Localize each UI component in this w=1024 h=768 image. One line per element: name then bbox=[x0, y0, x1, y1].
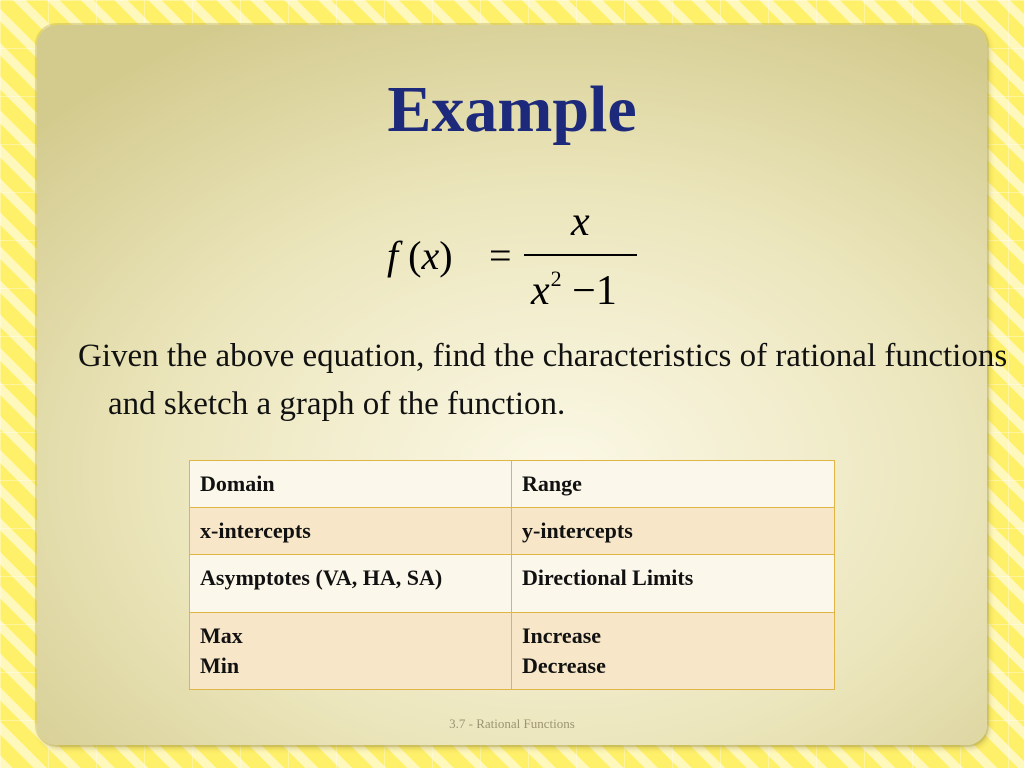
equation-lhs bbox=[387, 232, 453, 279]
fraction-numerator: x bbox=[571, 199, 590, 245]
fraction-denominator bbox=[531, 266, 617, 315]
table-cell-text: Domain bbox=[200, 471, 275, 496]
table-row bbox=[190, 508, 835, 555]
table-row bbox=[190, 461, 835, 508]
denominator-exponent: 2 bbox=[550, 266, 562, 291]
slide-footer: 3.7 - Rational Functions bbox=[449, 716, 575, 731]
function-name: f bbox=[387, 233, 399, 278]
table-cell-text: Decrease bbox=[522, 653, 606, 678]
table-cell-right bbox=[512, 613, 835, 690]
table-cell-text: Range bbox=[522, 471, 582, 496]
function-argument: x bbox=[421, 233, 440, 278]
table-cell-text: Directional Limits bbox=[522, 565, 694, 590]
table-cell-text: Increase bbox=[522, 623, 602, 648]
slide-title: Example bbox=[387, 73, 637, 146]
denominator-constant: −1 bbox=[561, 268, 617, 314]
function-equation bbox=[381, 196, 651, 316]
table-row bbox=[190, 613, 835, 690]
table-cell-text: Min bbox=[200, 653, 240, 678]
open-paren: ( bbox=[398, 233, 422, 278]
instruction-text: Given the above equation, find the characteristics of rational functions and sketch a graph of the function. bbox=[78, 338, 1008, 422]
close-paren: ) bbox=[439, 233, 453, 278]
table-cell-text: Asymptotes (VA, HA, SA) bbox=[200, 565, 443, 590]
table-cell-left bbox=[190, 555, 512, 613]
table-cell-left bbox=[190, 461, 512, 508]
table-row bbox=[190, 555, 835, 613]
table-cell-text: Max bbox=[200, 623, 243, 648]
table-body bbox=[190, 461, 835, 690]
table-cell-right bbox=[512, 461, 835, 508]
denominator-variable: x bbox=[531, 268, 550, 314]
table-cell-right bbox=[512, 555, 835, 613]
fraction-bar bbox=[524, 254, 637, 256]
table-cell-left bbox=[190, 613, 512, 690]
equals-sign: = bbox=[489, 233, 512, 278]
table-cell-text: y-intercepts bbox=[522, 518, 633, 543]
table-cell-right bbox=[512, 508, 835, 555]
characteristics-table bbox=[189, 460, 835, 690]
table-cell-left bbox=[190, 508, 512, 555]
table-cell-text: x-intercepts bbox=[200, 518, 311, 543]
